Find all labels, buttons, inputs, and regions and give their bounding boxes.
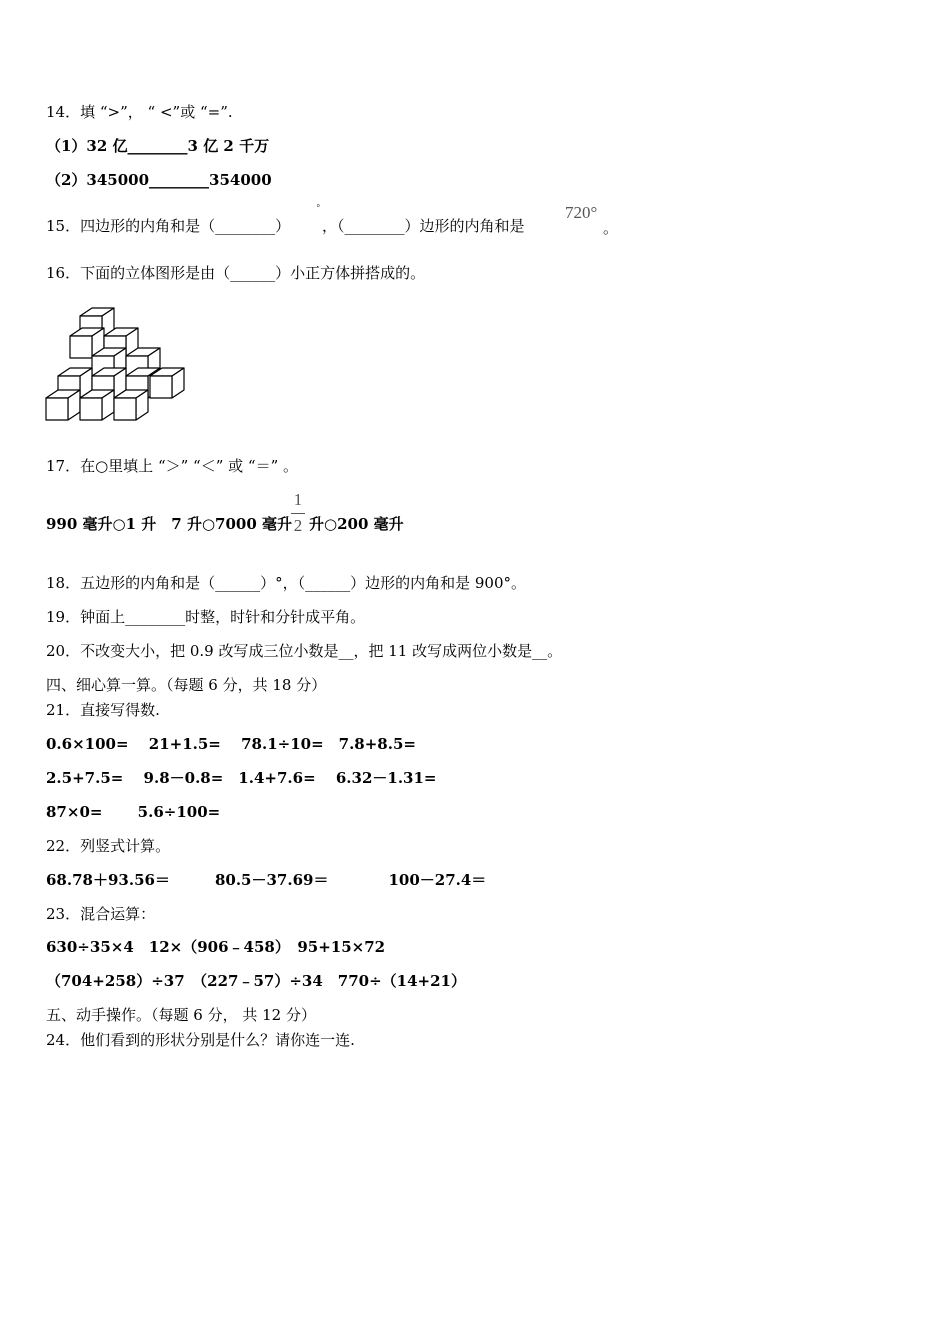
q24-title: 24．他们看到的形状分别是什么？请你连一连. (46, 1031, 355, 1049)
q14-part2: （2）345000________354000 (46, 171, 272, 189)
q19-text: 19．钟面上________时整，时针和分针成平角。 (46, 608, 366, 626)
q23-row2: （704+258）÷37 （227﹣57）÷34 770÷（14+21） (46, 972, 466, 990)
q21-row1: 0.6×100= 21+1.5= 78.1÷10= 7.8+8.5= (46, 735, 416, 753)
q15-text-b: ，（________）边形的内角和是 (322, 217, 525, 235)
q22-title: 22．列竖式计算。 (46, 837, 171, 855)
q18-text: 18．五边形的内角和是（______）°，（______）边形的内角和是 900°。 (46, 574, 526, 592)
q16-text: 16．下面的立体图形是由（______）小正方体拼搭成的。 (46, 264, 426, 282)
q21-row3: 87×0= 5.6÷100= (46, 803, 221, 821)
cube-face (46, 398, 68, 420)
q23-title: 23．混合运算： (46, 905, 156, 923)
q17-right: 升○200 毫升 (309, 515, 404, 533)
fraction-one-half (291, 490, 305, 536)
q15-angle: 720° (565, 203, 598, 222)
section4-title: 四、细心算一算。（每题 6 分，共 18 分） (46, 676, 327, 694)
q15-degree-mark: ° (316, 204, 321, 214)
q15-text-a: 15．四边形的内角和是（________） (46, 217, 291, 235)
q14-part1: （1）32 亿________3 亿 2 千万 (46, 137, 270, 155)
cube-face (70, 336, 92, 358)
q21-title: 21．直接写得数. (46, 701, 160, 719)
cube-face (150, 376, 172, 398)
q21-row2: 2.5+7.5= 9.8－0.8= 1.4+7.6= 6.32－1.31= (46, 769, 437, 787)
fraction-numerator: 1 (293, 490, 303, 509)
fraction-bar (291, 513, 305, 514)
cube-stack-figure (44, 306, 190, 426)
q17-title: 17．在○里填上 “＞” “＜” 或 “＝” 。 (46, 457, 299, 475)
cube-face (80, 398, 102, 420)
q14-title: 14．填 “>”， “ <”或 “=”. (46, 103, 233, 121)
cube-face (114, 398, 136, 420)
q17-left: 990 毫升○1 升 7 升○7000 毫升 (46, 515, 292, 533)
q20-text: 20．不改变大小，把 0.9 改写成三位小数是__，把 11 改写成两位小数是__。 (46, 642, 563, 660)
fraction-denominator: 2 (293, 516, 303, 535)
q23-row1: 630÷35×4 12×（906﹣458） 95+15×72 (46, 938, 386, 956)
q15-end: 。 (603, 219, 619, 237)
q22-row: 68.78＋93.56＝ 80.5－37.69＝ 100－27.4＝ (46, 871, 487, 889)
section5-title: 五、动手操作。（每题 6 分， 共 12 分） (46, 1006, 316, 1024)
